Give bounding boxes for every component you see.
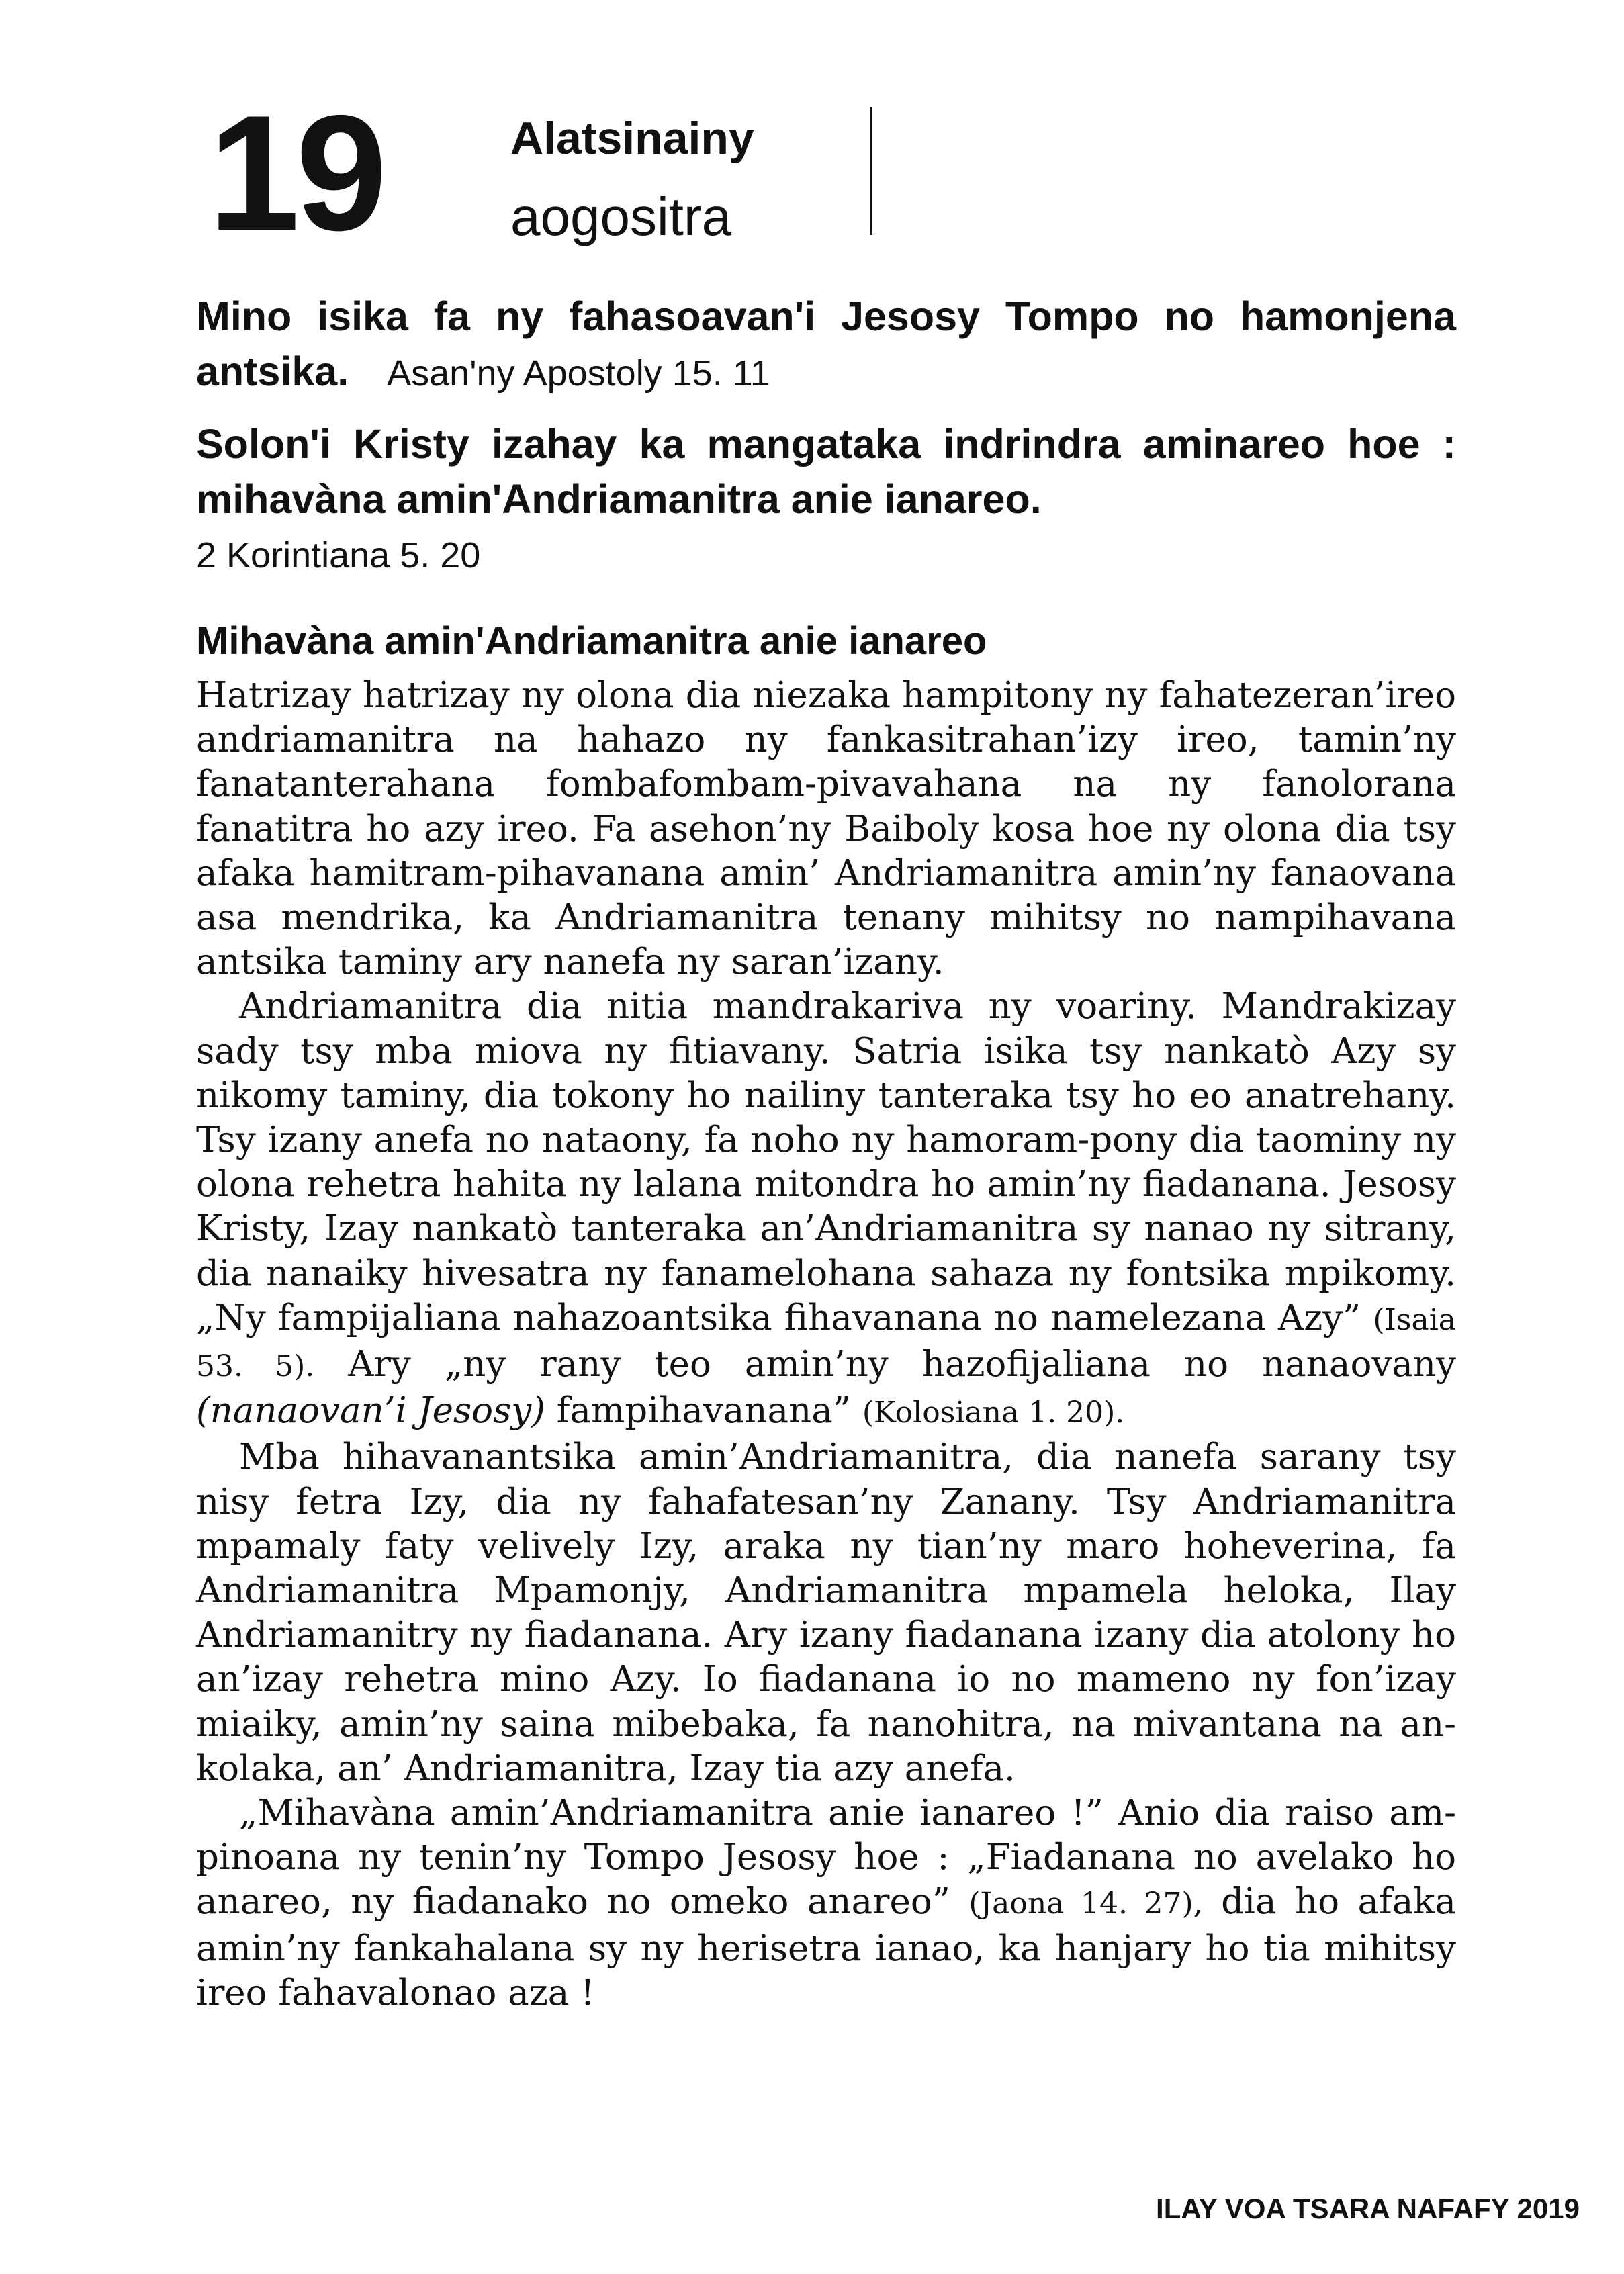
article-title: Mihavàna amin'Andriamanitra anie ianareo — [196, 619, 987, 663]
citation-isaia: (Isaia 53. 5). — [196, 1302, 1457, 1384]
paragraph-2-text-c: fampihavanana” — [556, 1390, 851, 1432]
header-divider — [870, 107, 872, 235]
verse-1 — [196, 289, 1456, 401]
verse-1-text: Mino isika fa ny fahasoavan'i Jesosy Tompo no hamonjena antsika. — [196, 293, 1456, 394]
verse-1-reference: Asan'ny Apostoly 15. 11 — [387, 353, 770, 394]
paragraph-2-text-a: Andriamanitra dia nitia mandrakariva ny voariny. Mandrakizay sady tsy mba miova ny fitiavany. Satria isika tsy nankatò Azy sy nikomy taminy, dia tokony ho nailiny tanteraka tsy ho eo anatrehany. Tsy izany anefa no nataony, fa noho ny hamoram-pony dia taominy ny olona rehetra hahita ny lalana mitondra ho amin’ny fiadanana. Jesosy Kristy, Izay nankatò tanteraka an’Andriamanitra sy nanao ny sitrany, dia nanaiky hivesatra ny fanamelohana sahaza ny fontsika mpikomy. „Ny fampijaliana nahazoantsika fihavanana no namelezana Azy” — [196, 986, 1456, 1338]
paragraph-4 — [196, 1791, 1456, 2015]
footer-title: ILAY VOA TSARA NAFAFY 2019 — [1156, 2193, 1580, 2224]
month-name: aogositra — [510, 187, 732, 246]
paragraph-2-italic: (nanaovan’i Jesosy) — [196, 1390, 545, 1432]
paragraph-2 — [196, 985, 1456, 1435]
verse-2-text: Solon'i Kristy izahay ka mangataka indrindra aminareo hoe : mihavàna amin'Andriamanitra anie ianareo. — [196, 421, 1456, 522]
verse-2-reference: 2 Korintiana 5. 20 — [196, 535, 481, 576]
citation-kolosiana: (Kolosiana 1. 20). — [862, 1396, 1125, 1430]
paragraph-4-text-b: dia ho afaka amin’ny fankahalana sy ny herisetra ianao, ka hanjary ho tia mihitsy ireo fahavalonao aza ! — [196, 1881, 1457, 2013]
paragraph-2-text-b: Ary „ny rany teo amin’ny hazofijaliana no nanaovany — [348, 1344, 1456, 1385]
paragraph-4-text-a: „Mihavàna amin’Andriamanitra anie ianareo !” Anio dia raiso am-pinoana ny tenin’ny Tompo Jesosy hoe : „Fiadanana no avelako ho anareo, ny fiadanako no omeko anareo” — [196, 1792, 1456, 1923]
paragraph-1: Hatrizay hatrizay ny olona dia niezaka hampitony ny fahatezeran’ireo andriamanitra na hahazo ny fankasitrahan’izy ireo, tamin’ny fanatanterahana fombafombam-pivavahana na ny fanolorana fanatitra ho azy ireo. Fa asehon’ny Baiboly kosa hoe ny olona dia tsy afaka hamitram-pihavanana amin’ Andriamanitra amin’ny fanaovana asa mendrika, ka Andriamanitra tenany mihitsy no nampihavana antsika taminy ary nanefa ny saran’izany. — [196, 675, 1456, 983]
article-body — [196, 674, 1456, 2015]
citation-jaona: (Jaona 14. 27), — [968, 1886, 1203, 1921]
day-name: Alatsinainy — [510, 113, 754, 164]
paragraph-3: Mba hihavanantsika amin’Andriamanitra, dia nanefa sarany tsy nisy fetra Izy, dia ny fahafatesan’ny Zanany. Tsy Andriamanitra mpamaly faty velively Izy, araka ny tian’ny maro hoheverina, fa Andriamanitra Mpamonjy, Andriamanitra mpamela heloka, Ilay Andriamanitry ny fiadanana. Ary izany fiadanana izany dia atolony ho an’izay rehetra mino Azy. Io fiadanana io no mameno ny fon’izay miaiky, amin’ny saina mibebaka, fa nanohitra, na mivantana na an-kolaka, an’ Andriamanitra, Izay tia azy anefa. — [196, 1437, 1456, 1789]
date-number: 19 — [208, 81, 384, 265]
